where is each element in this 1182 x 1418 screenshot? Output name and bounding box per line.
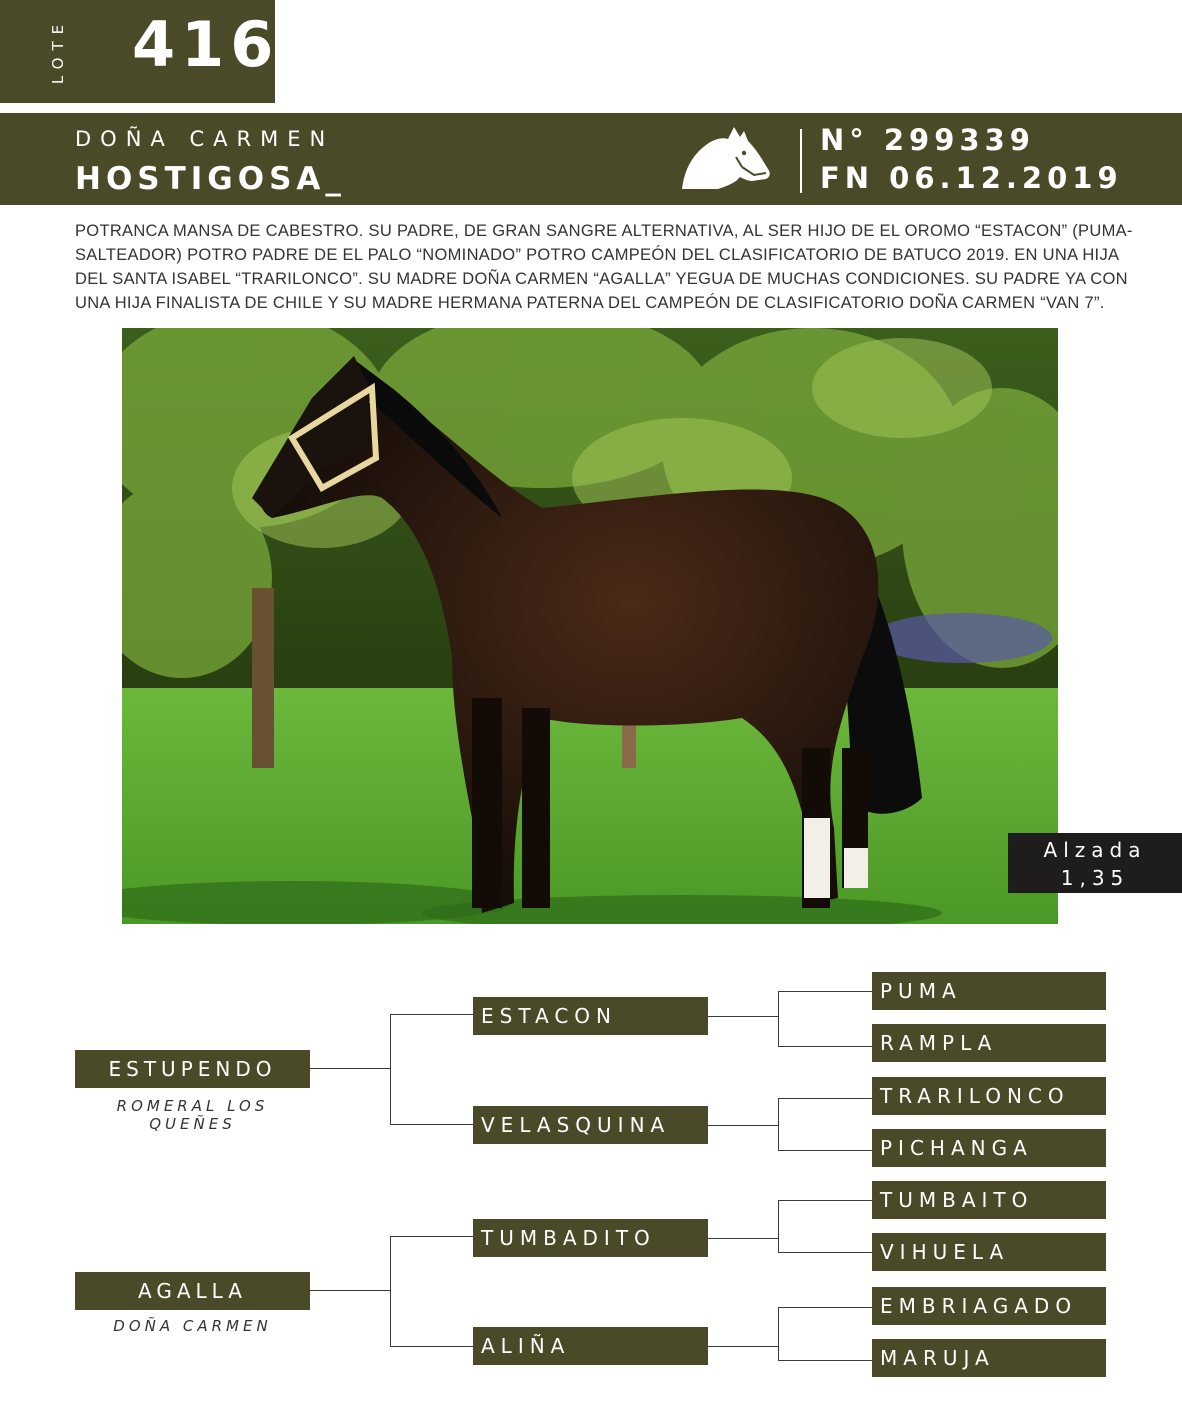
connector [310, 1068, 390, 1069]
horse-head-icon [678, 123, 774, 195]
connector [708, 1016, 778, 1017]
dam-breeder: DOÑA CARMEN [113, 1317, 272, 1335]
connector [778, 1307, 779, 1360]
sire-sire-name: ESTACON [473, 997, 708, 1035]
ggp-1: PUMA [872, 972, 1106, 1010]
alzada-label: Alzada [1043, 838, 1147, 862]
breeder-name: DOÑA CARMEN [75, 127, 335, 151]
ggp-7: EMBRIAGADO [872, 1287, 1106, 1325]
dam-dam-name: ALIÑA [473, 1327, 708, 1365]
header-divider [800, 129, 802, 193]
connector [778, 1200, 779, 1252]
sire-breeder-line1: ROMERAL LOS [116, 1097, 269, 1115]
ggp-3: TRARILONCO [872, 1077, 1106, 1115]
connector [778, 1046, 872, 1047]
connector [778, 1360, 872, 1361]
ggp-4: PICHANGA [872, 1129, 1106, 1167]
description: POTRANCA MANSA DE CABESTRO. SU PADRE, DE GRAN SANGRE ALTERNATIVA, AL SER HIJO DE EL OROMO “ESTACON” (PUMA-SALTEADOR) POTRO PADRE DE EL PALO “NOMINADO” POTRO CAMPEÓN DEL CLASIFICATORIO DE BATUCO 2019. EN UNA HIJA DEL SANTA ISABEL “TRARILONCO”. SU MADRE DOÑA CARMEN “AGALLA” YEGUA DE MUCHAS CONDICIONES. SU PADRE YA CON UNA HIJA FINALISTA DE CHILE Y SU MADRE HERMANA PATERNA DEL CAMPEÓN DE CLASIFICATORIO DOÑA CARMEN “VAN 7”. [75, 222, 1133, 312]
sire-name: ESTUPENDO [75, 1050, 310, 1088]
connector [390, 1124, 473, 1125]
birth-date: FN 06.12.2019 [820, 161, 1123, 195]
connector [390, 1014, 391, 1124]
lote-label: LOTE [49, 17, 67, 85]
dam-name: AGALLA [75, 1272, 310, 1310]
connector [708, 1238, 778, 1239]
registry-number: N° 299339 [820, 123, 1035, 157]
connector [390, 1014, 473, 1015]
connector [778, 1098, 872, 1099]
horse-name: HOSTIGOSA_ [75, 161, 346, 197]
horse-photo [122, 328, 1058, 924]
connector [708, 1125, 778, 1126]
connector [390, 1236, 473, 1237]
connector [390, 1236, 391, 1346]
connector [708, 1346, 778, 1347]
ggp-2: RAMPLA [872, 1024, 1106, 1062]
connector [778, 1200, 872, 1201]
sire-dam-name: VELASQUINA [473, 1106, 708, 1144]
connector [778, 991, 872, 992]
connector [778, 1098, 779, 1150]
connector [390, 1346, 473, 1347]
sire-breeder-line2: QUEÑES [149, 1115, 236, 1133]
connector [778, 1252, 872, 1253]
ggp-6: VIHUELA [872, 1233, 1106, 1271]
alzada-box [1008, 833, 1182, 893]
alzada-value: 1,35 [1060, 866, 1130, 890]
ggp-8: MARUJA [872, 1339, 1106, 1377]
lote-box [0, 0, 280, 103]
connector [778, 1150, 872, 1151]
connector [310, 1290, 390, 1291]
ggp-5: TUMBAITO [872, 1181, 1106, 1219]
dam-sire-name: TUMBADITO [473, 1219, 708, 1257]
sire-breeder [75, 1097, 310, 1133]
connector [778, 1307, 872, 1308]
connector [778, 991, 779, 1046]
header-band [0, 113, 1182, 205]
lote-number: 416 [132, 8, 280, 81]
